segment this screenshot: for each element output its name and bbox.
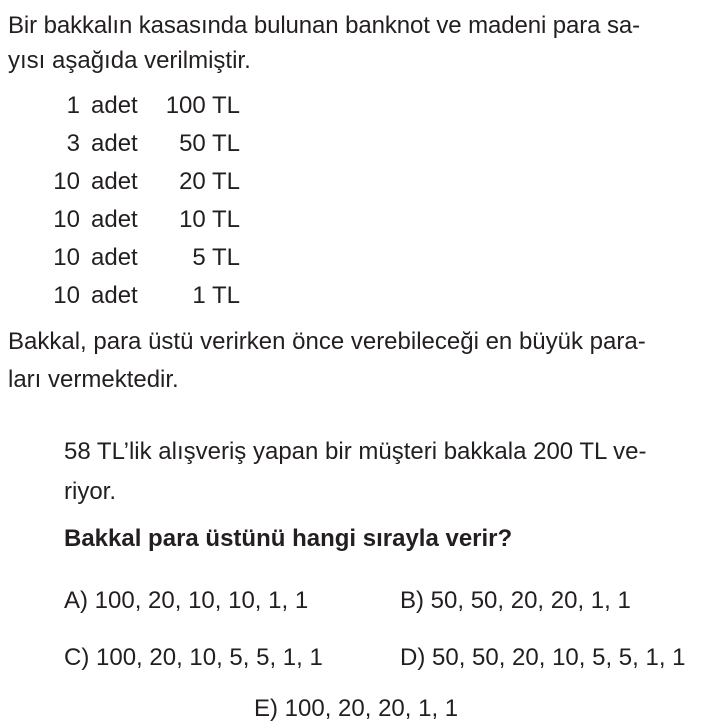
question-text: Bakkal para üstünü hangi sırayla verir? [64, 525, 513, 552]
intro-text-line-2: yısı aşağıda verilmiştir. [8, 47, 251, 74]
rule-text-line-2: ları vermektedir. [8, 366, 179, 393]
denomination-row [0, 132, 260, 162]
option-e[interactable]: E) 100, 20, 20, 1, 1 [254, 695, 459, 722]
denomination-count: 10 [53, 244, 80, 271]
denomination-row [0, 94, 260, 124]
denomination-row [0, 208, 260, 238]
denomination-amount: 5 TL [192, 244, 240, 271]
denomination-amount: 10 TL [179, 206, 240, 233]
option-d[interactable]: D) 50, 50, 20, 10, 5, 5, 1, 1 [400, 644, 686, 671]
problem-text-line-1: 58 TL’lik alışveriş yapan bir müşteri bakkala 200 TL ve- [64, 438, 647, 465]
denomination-count: 10 [53, 168, 80, 195]
denomination-row [0, 170, 260, 200]
denomination-amount: 20 TL [179, 168, 240, 195]
intro-text-line-1: Bir bakkalın kasasında bulunan banknot ve madeni para sa- [8, 12, 641, 39]
option-c[interactable]: C) 100, 20, 10, 5, 5, 1, 1 [64, 644, 323, 671]
denomination-count: 10 [53, 206, 80, 233]
denomination-amount: 50 TL [179, 130, 240, 157]
denomination-row [0, 246, 260, 276]
denomination-row [0, 284, 260, 314]
denomination-unit: adet [91, 244, 138, 271]
denomination-amount: 100 TL [165, 92, 240, 119]
option-b[interactable]: B) 50, 50, 20, 20, 1, 1 [400, 587, 631, 614]
denomination-count: 1 [66, 92, 80, 119]
denomination-unit: adet [91, 130, 138, 157]
denomination-unit: adet [91, 282, 138, 309]
denomination-unit: adet [91, 92, 138, 119]
denomination-count: 10 [53, 282, 80, 309]
denomination-unit: adet [91, 206, 138, 233]
option-a[interactable]: A) 100, 20, 10, 10, 1, 1 [64, 587, 309, 614]
problem-text-line-2: riyor. [64, 478, 117, 505]
denomination-unit: adet [91, 168, 138, 195]
denomination-count: 3 [66, 130, 80, 157]
denomination-amount: 1 TL [192, 282, 240, 309]
rule-text-line-1: Bakkal, para üstü verirken önce verebileceği en büyük para- [8, 328, 646, 355]
